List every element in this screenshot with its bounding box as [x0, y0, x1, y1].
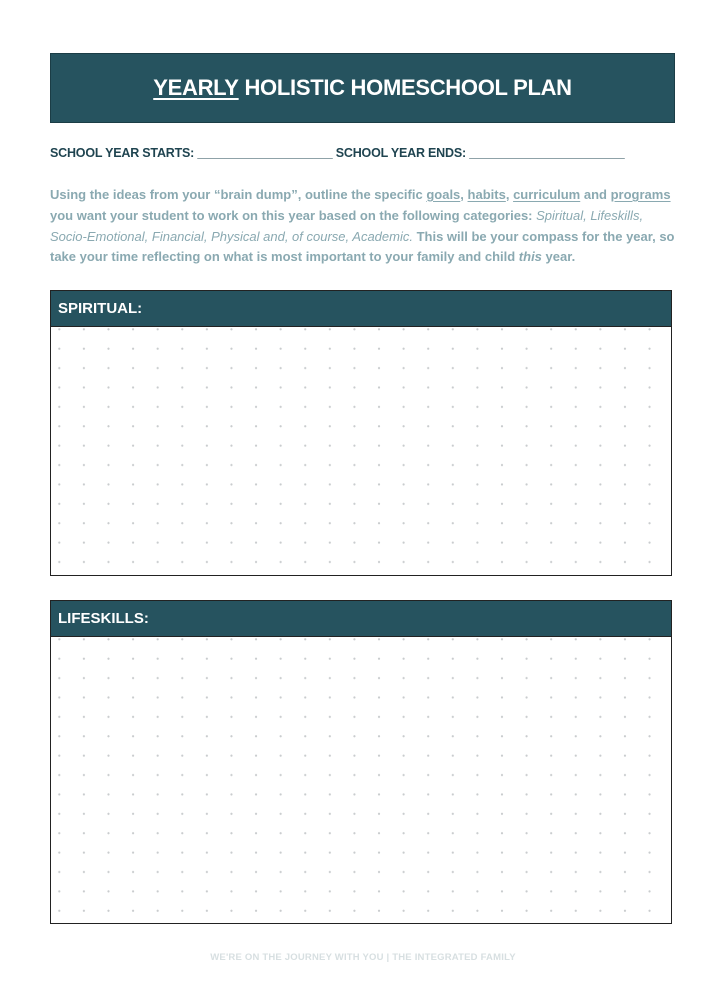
section-header: SPIRITUAL:	[51, 291, 671, 327]
start-field[interactable]: ____________________	[197, 146, 333, 160]
title-emphasis: YEARLY	[153, 75, 239, 100]
this-emphasis: this	[518, 249, 542, 265]
dotted-writing-area[interactable]	[51, 327, 671, 575]
intro-text: you want your student to work on this year based on the following categories:	[50, 207, 537, 223]
footer: WE'RE ON THE JOURNEY WITH YOU | THE INTEGRATED FAMILY	[210, 952, 516, 963]
habits-term: habits	[467, 187, 506, 202]
comma: ,	[460, 187, 468, 202]
end-label: SCHOOL YEAR ENDS:	[335, 146, 466, 160]
dotted-writing-area[interactable]	[51, 637, 671, 923]
categories-list: Spiritual, Lifeskills, Socio-Emotional, Financial, Physical and, of course, Academic.	[50, 207, 644, 244]
section-header: LIFESKILLS:	[51, 601, 671, 637]
title-rest: HOLISTIC HOMESCHOOL PLAN	[238, 75, 572, 100]
comma: ,	[505, 187, 514, 202]
page-title	[50, 53, 675, 123]
spiritual-section	[50, 290, 672, 576]
intro-text: Using the ideas from your “brain dump”, outline the specific	[50, 187, 427, 202]
intro-text: year.	[541, 249, 576, 265]
start-label: SCHOOL YEAR STARTS:	[50, 146, 195, 160]
programs-term: programs	[610, 187, 671, 202]
and-text: and	[580, 187, 611, 202]
intro-text: This will be your compass for the year, so take your time reflecting on what is most important to your family and child	[50, 228, 675, 265]
lifeskills-section	[50, 600, 672, 924]
school-year-dates	[50, 146, 675, 160]
end-field[interactable]: _______________________	[469, 146, 625, 160]
curriculum-term: curriculum	[513, 187, 581, 202]
instructions	[50, 185, 675, 268]
goals-term: goals	[426, 187, 461, 202]
